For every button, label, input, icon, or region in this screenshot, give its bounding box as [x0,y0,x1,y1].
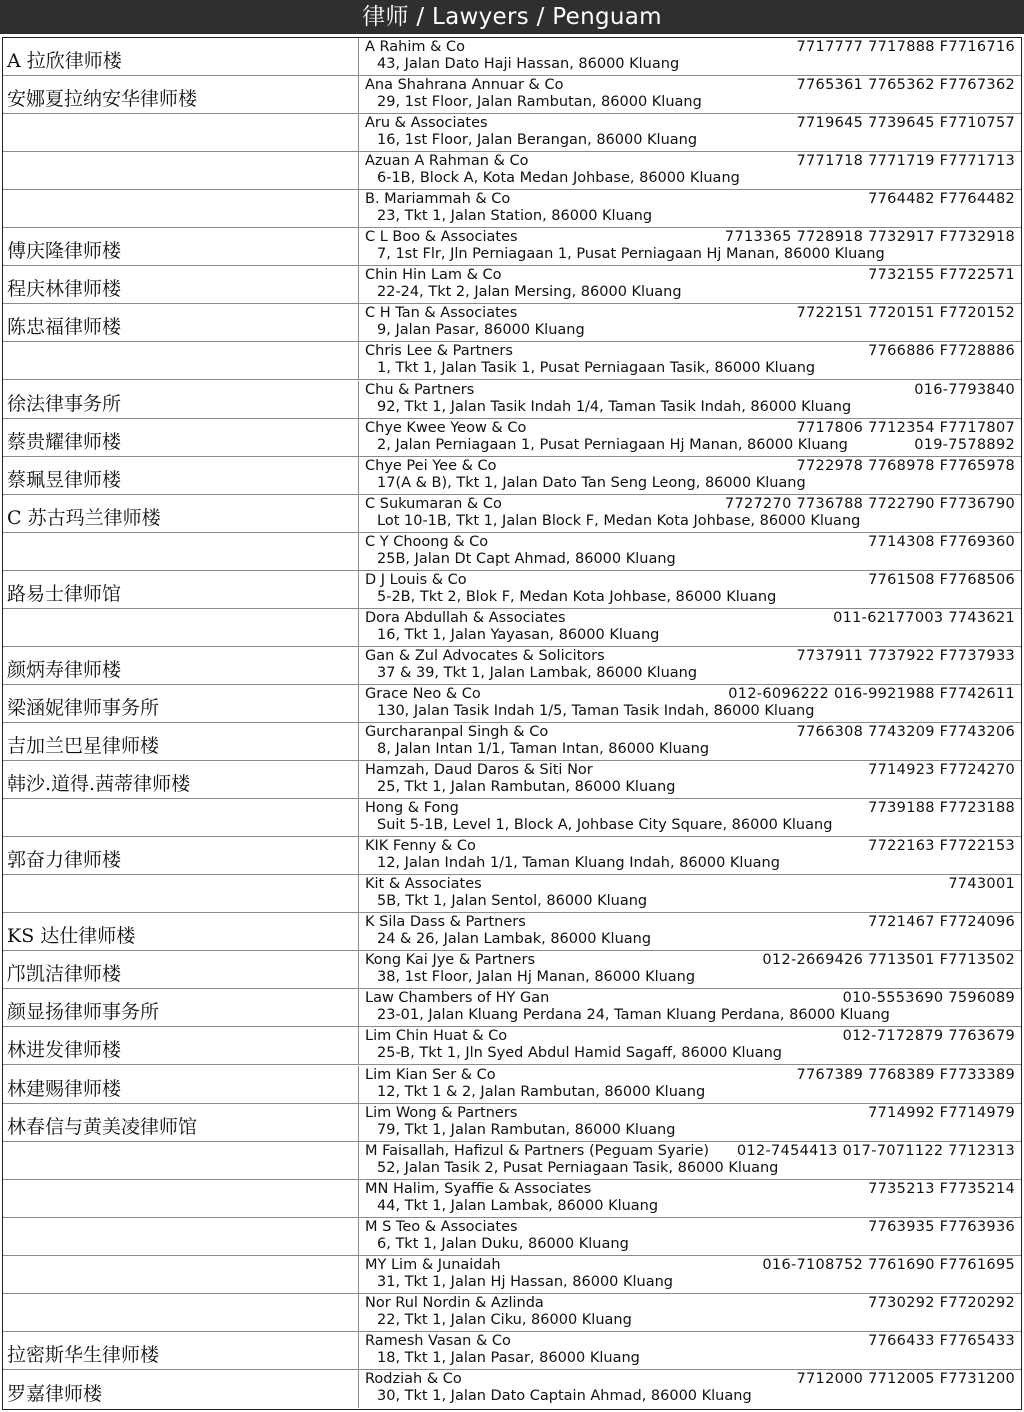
firm-address: 16, 1st Floor, Jalan Berangan, 86000 Kluang [377,132,698,149]
firm-phone: 012-7172879 7763679 [842,1028,1015,1045]
chinese-name-cell [3,761,359,798]
firm-address: 7, 1st Flr, Jln Perniagaan 1, Pusat Perniagaan Hj Manan, 86000 Kluang [377,246,885,263]
firm-phone: 7717777 7717888 F7716716 [796,39,1015,55]
chinese-name-cell [3,609,359,646]
table-row [3,114,1021,152]
firm-address: 43, Jalan Dato Haji Hassan, 86000 Kluang [377,56,680,72]
chinese-name-cell [3,1104,359,1141]
firm-address: 30, Tkt 1, Jalan Dato Captain Ahmad, 86000 Kluang [377,1387,752,1404]
table-row [3,76,1021,114]
firm-phone: 7735213 F7735214 [868,1180,1015,1197]
table-row [3,989,1021,1027]
firm-name: MN Halim, Syaffie & Associates [365,1180,592,1197]
firm-name: Grace Neo & Co [365,685,481,702]
firm-name: C Sukumaran & Co [365,495,502,512]
firm-name: Ana Shahrana Annuar & Co [365,77,564,94]
chinese-name-cell [3,152,359,189]
table-row [3,571,1021,609]
firm-phone: 016-7108752 7761690 F7761695 [762,1256,1015,1273]
firm-name: Rodziah & Co [365,1370,462,1387]
firm-phone: 7761508 F7768506 [868,571,1015,588]
chinese-name-cell [3,1180,359,1217]
chinese-name-cell [3,685,359,722]
firm-phone: 7739188 F7723188 [868,800,1015,817]
chinese-firm-name: 傅庆隆律师楼 [7,240,122,263]
firm-name: Chye Pei Yee & Co [365,457,497,474]
firm-address: 16, Tkt 1, Jalan Yayasan, 86000 Kluang [377,626,660,643]
chinese-firm-name: 梁涵妮律师事务所 [7,696,160,719]
chinese-name-cell [3,723,359,760]
chinese-name-cell [3,799,359,836]
chinese-name-cell [3,190,359,227]
table-row [3,190,1021,228]
chinese-name-cell [3,1370,359,1408]
chinese-name-cell [3,114,359,151]
firm-phone: 7717806 7712354 F7717807 [796,419,1015,436]
firm-name: Chris Lee & Partners [365,343,513,360]
firm-address: Suit 5-1B, Level 1, Block A, Johbase City Square, 86000 Kluang [377,817,833,834]
chinese-name-cell [3,989,359,1026]
chinese-firm-name: 郭奋力律师楼 [7,849,122,872]
firm-name: Gurcharanpal Singh & Co [365,724,549,740]
firm-phone: 012-6096222 016-9921988 F7742611 [728,685,1015,702]
firm-address: 12, Jalan Indah 1/1, Taman Kluang Indah, 86000 Kluang [377,855,780,872]
firm-phone: 7714923 F7724270 [868,762,1015,779]
firm-name: Law Chambers of HY Gan [365,990,550,1007]
firm-address: 29, 1st Floor, Jalan Rambutan, 86000 Kluang [377,94,702,111]
table-row [3,1142,1021,1180]
lawyer-directory-table [2,37,1022,1410]
table-row [3,951,1021,989]
firm-phone: 7722151 7720151 F7720152 [796,305,1015,322]
chinese-name-cell [3,381,359,418]
chinese-name-cell [3,266,359,303]
firm-address: 1, Tkt 1, Jalan Tasik 1, Pusat Perniagaan Tasik, 86000 Kluang [377,360,816,377]
firm-address: 38, 1st Floor, Jalan Hj Manan, 86000 Kluang [377,969,696,986]
table-row [3,457,1021,495]
firm-name: Chu & Partners [365,381,475,398]
firm-name: M Faisallah, Hafizul & Partners (Peguam Syarie) [365,1142,710,1159]
firm-phone: 7764482 F7764482 [868,191,1015,208]
chinese-name-cell [3,837,359,874]
firm-phone: 7766433 F7765433 [868,1332,1015,1349]
firm-name: B. Mariammah & Co [365,191,511,208]
firm-phone-secondary: 019-7578892 [914,436,1015,453]
page-title: 律师 / Lawyers / Penguam [362,4,662,30]
firm-phone: 7714992 F7714979 [868,1104,1015,1121]
table-row [3,723,1021,761]
chinese-firm-name: 程庆林律师楼 [7,278,122,301]
firm-address: 24 & 26, Jalan Lambak, 86000 Kluang [377,931,652,948]
chinese-firm-name: 拉密斯华生律师楼 [7,1343,160,1366]
chinese-name-cell [3,1294,359,1331]
chinese-name-cell [3,647,359,684]
table-row [3,761,1021,799]
chinese-firm-name: 林春信与黄美凌律师馆 [7,1115,198,1138]
firm-name: Hong & Fong [365,800,459,817]
firm-address: 130, Jalan Tasik Indah 1/5, Taman Tasik Indah, 86000 Kluang [377,702,815,719]
firm-name: Kong Kai Jye & Partners [365,952,535,969]
chinese-name-cell [3,495,359,532]
firm-address: 2, Jalan Perniagaan 1, Pusat Perniagaan Hj Manan, 86000 Kluang [377,436,848,453]
firm-phone: 7727270 7736788 7722790 F7736790 [724,495,1015,512]
firm-phone: 7766308 7743209 F7743206 [796,724,1015,740]
firm-name: Hamzah, Daud Daros & Siti Nor [365,762,593,779]
chinese-firm-name: KS 达仕律师楼 [7,925,136,948]
chinese-name-cell [3,419,359,456]
firm-phone: 7712000 7712005 F7731200 [796,1370,1015,1387]
table-row [3,266,1021,304]
firm-address: 79, Tkt 1, Jalan Rambutan, 86000 Kluang [377,1121,676,1138]
chinese-name-cell [3,38,359,75]
table-row [3,342,1021,380]
firm-name: Kit & Associates [365,876,482,893]
chinese-firm-name: 颜炳寿律师楼 [7,658,122,681]
table-row [3,799,1021,837]
chinese-name-cell [3,342,359,379]
chinese-firm-name: 吉加兰巴星律师楼 [7,735,160,758]
chinese-firm-name: 罗嘉律师楼 [7,1382,103,1405]
firm-phone: 7737911 7737922 F7737933 [796,647,1015,664]
firm-address: 6-1B, Block A, Kota Medan Johbase, 86000 Kluang [377,170,740,187]
firm-name: Nor Rul Nordin & Azlinda [365,1294,544,1311]
firm-address: 6, Tkt 1, Jalan Duku, 86000 Kluang [377,1235,629,1252]
firm-address: 17(A & B), Tkt 1, Jalan Dato Tan Seng Leong, 86000 Kluang [377,474,806,491]
chinese-name-cell [3,457,359,494]
table-row [3,228,1021,266]
chinese-firm-name: 路易士律师馆 [7,582,122,605]
firm-name: Ramesh Vasan & Co [365,1332,511,1349]
firm-name: Dora Abdullah & Associates [365,609,566,626]
chinese-firm-name: 韩沙.道得.茜蒂律师楼 [7,773,191,796]
chinese-name-cell [3,1027,359,1064]
chinese-firm-name: C 苏古玛兰律师楼 [7,506,161,529]
firm-phone: 7722978 7768978 F7765978 [796,457,1015,474]
table-row [3,913,1021,951]
table-row [3,381,1021,419]
table-row [3,1104,1021,1142]
chinese-firm-name: 颜显扬律师事务所 [7,1001,160,1024]
table-row [3,495,1021,533]
firm-address: 12, Tkt 1 & 2, Jalan Rambutan, 86000 Kluang [377,1083,706,1100]
firm-name: C L Boo & Associates [365,229,518,246]
firm-address: 22-24, Tkt 2, Jalan Mersing, 86000 Kluang [377,284,682,301]
chinese-name-cell [3,1142,359,1179]
firm-address: Lot 10-1B, Tkt 1, Jalan Block F, Medan Kota Johbase, 86000 Kluang [377,512,861,529]
firm-address: 23-01, Jalan Kluang Perdana 24, Taman Kluang Perdana, 86000 Kluang [377,1007,890,1024]
table-row [3,609,1021,647]
firm-name: A Rahim & Co [365,39,466,55]
firm-phone: 7722163 F7722153 [868,838,1015,855]
firm-phone: 7763935 F7763936 [868,1218,1015,1235]
firm-phone: 7713365 7728918 7732917 F7732918 [724,229,1015,246]
chinese-name-cell [3,1256,359,1293]
firm-address: 8, Jalan Intan 1/1, Taman Intan, 86000 Kluang [377,741,710,757]
firm-phone: 7730292 F7720292 [868,1294,1015,1311]
chinese-name-cell [3,228,359,265]
firm-phone: 7743001 [948,876,1015,893]
chinese-name-cell [3,571,359,608]
firm-phone: 7719645 7739645 F7710757 [796,115,1015,132]
firm-address: 37 & 39, Tkt 1, Jalan Lambak, 86000 Kluang [377,664,698,681]
firm-name: Lim Chin Huat & Co [365,1028,508,1045]
table-row [3,1332,1021,1370]
chinese-firm-name: 蔡贵耀律师楼 [7,430,122,453]
table-row [3,1180,1021,1218]
firm-name: Lim Wong & Partners [365,1104,518,1121]
firm-name: M S Teo & Associates [365,1218,518,1235]
firm-phone: 7766886 F7728886 [868,343,1015,360]
firm-address: 31, Tkt 1, Jalan Hj Hassan, 86000 Kluang [377,1273,674,1290]
firm-address: 44, Tkt 1, Jalan Lambak, 86000 Kluang [377,1197,659,1214]
firm-name: KIK Fenny & Co [365,838,476,855]
table-row [3,685,1021,723]
firm-name: Chye Kwee Yeow & Co [365,419,527,436]
firm-name: C Y Choong & Co [365,533,489,550]
chinese-firm-name: 安娜夏拉纳安华律师楼 [7,88,198,111]
firm-name: Aru & Associates [365,115,488,132]
firm-address: 23, Tkt 1, Jalan Station, 86000 Kluang [377,208,653,225]
firm-address: 52, Jalan Tasik 2, Pusat Perniagaan Tasik, 86000 Kluang [377,1159,779,1176]
firm-name: C H Tan & Associates [365,305,518,322]
firm-address: 18, Tkt 1, Jalan Pasar, 86000 Kluang [377,1349,640,1366]
firm-address: 5B, Tkt 1, Jalan Sentol, 86000 Kluang [377,893,648,910]
chinese-name-cell [3,875,359,912]
firm-name: Azuan A Rahman & Co [365,153,529,170]
firm-phone: 7767389 7768389 F7733389 [796,1066,1015,1083]
page-title-banner [0,0,1024,34]
chinese-firm-name: 徐法律事务所 [7,392,122,415]
firm-name: Gan & Zul Advocates & Solicitors [365,647,605,664]
firm-address: 25-B, Tkt 1, Jln Syed Abdul Hamid Sagaff, 86000 Kluang [377,1045,782,1062]
chinese-name-cell [3,76,359,113]
table-row [3,1256,1021,1294]
table-row [3,419,1021,457]
chinese-name-cell [3,304,359,341]
firm-address: 5-2B, Tkt 2, Blok F, Medan Kota Johbase, 86000 Kluang [377,588,777,605]
table-row [3,1218,1021,1256]
firm-phone: 7771718 7771719 F7771713 [796,153,1015,170]
firm-phone: 012-7454413 017-7071122 7712313 [736,1142,1015,1159]
table-row [3,647,1021,685]
table-row [3,1066,1021,1104]
table-row [3,152,1021,190]
table-row [3,875,1021,913]
firm-address: 25, Tkt 1, Jalan Rambutan, 86000 Kluang [377,779,676,796]
chinese-name-cell [3,533,359,570]
chinese-firm-name: 林建赐律师楼 [7,1077,122,1100]
firm-phone: 7765361 7765362 F7767362 [796,77,1015,94]
chinese-name-cell [3,1332,359,1369]
firm-name: K Sila Dass & Partners [365,914,526,931]
firm-phone: 012-2669426 7713501 F7713502 [762,952,1015,969]
firm-phone: 7721467 F7724096 [868,914,1015,931]
firm-phone: 7732155 F7722571 [868,267,1015,284]
firm-name: MY Lim & Junaidah [365,1256,501,1273]
table-row [3,304,1021,342]
firm-address: 92, Tkt 1, Jalan Tasik Indah 1/4, Taman Tasik Indah, 86000 Kluang [377,398,852,415]
table-row [3,38,1021,76]
firm-address: 22, Tkt 1, Jalan Ciku, 86000 Kluang [377,1311,632,1328]
chinese-firm-name: 陈忠福律师楼 [7,316,122,339]
firm-phone: 011-62177003 7743621 [833,609,1015,626]
firm-address: 25B, Jalan Dt Capt Ahmad, 86000 Kluang [377,550,676,567]
firm-name: Lim Kian Ser & Co [365,1066,496,1083]
chinese-name-cell [3,1066,359,1103]
firm-phone: 010-5553690 7596089 [842,990,1015,1007]
chinese-name-cell [3,913,359,950]
chinese-firm-name: 邝凯洁律师楼 [7,963,122,986]
table-row [3,1294,1021,1332]
firm-phone: 7714308 F7769360 [868,533,1015,550]
chinese-name-cell [3,951,359,988]
firm-address: 9, Jalan Pasar, 86000 Kluang [377,322,585,339]
table-row [3,533,1021,571]
firm-name: Chin Hin Lam & Co [365,267,502,284]
firm-phone: 016-7793840 [914,381,1015,398]
chinese-firm-name: A 拉欣律师楼 [7,50,122,73]
table-row [3,837,1021,875]
firm-name: D J Louis & Co [365,571,467,588]
table-row [3,1027,1021,1065]
chinese-name-cell [3,1218,359,1255]
chinese-firm-name: 蔡珮昱律师楼 [7,468,122,491]
table-row [3,1370,1021,1408]
chinese-firm-name: 林进发律师楼 [7,1039,122,1062]
